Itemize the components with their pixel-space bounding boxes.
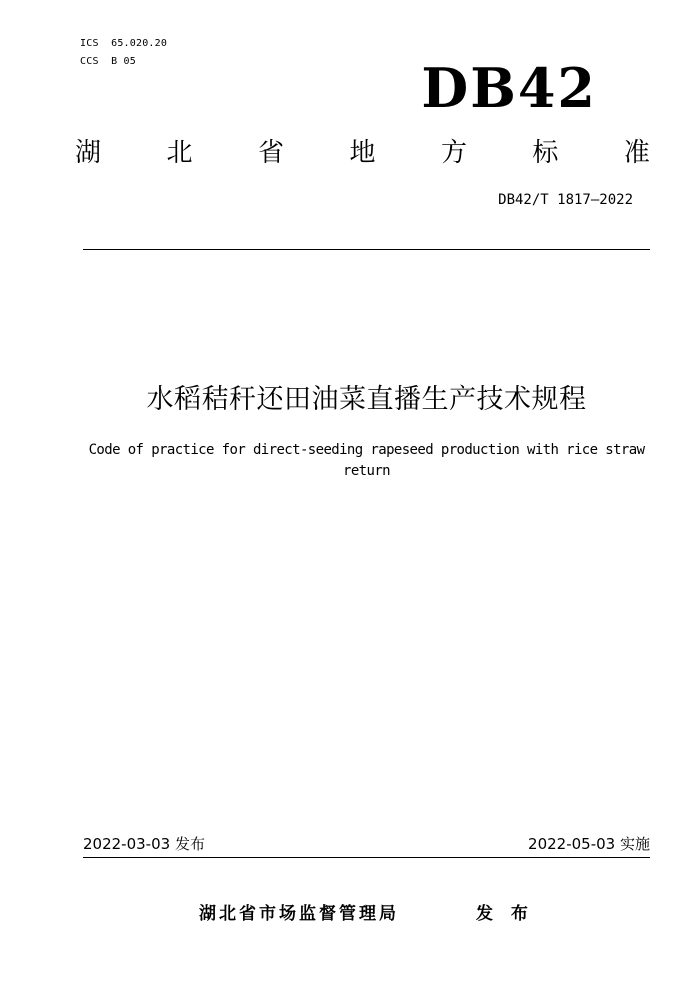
standard-number: DB42/T 1817—2022 [498,192,633,208]
standard-type-char: 省 [257,138,284,168]
document-title-en: Code of practice for direct-seeding rapeseed production with rice straw return [88,442,645,479]
ccs-code: CCS B 05 [80,56,136,67]
standard-type-char: 准 [623,138,650,168]
header-divider [83,249,650,250]
publisher-name: 湖北省市场监督管理局 [199,904,399,924]
standard-type-char: 北 [166,138,193,168]
ics-code: ICS 65.020.20 [80,38,168,49]
standard-type-char: 标 [532,138,559,168]
issue-date: 2022-03-03 发布 [83,835,205,853]
document-title-zh: 水稻秸秆还田油菜直播生产技术规程 [146,384,587,415]
publish-label: 发 布 [476,904,534,924]
footer-divider [83,857,650,858]
standard-type-char: 地 [349,138,376,168]
classification-codes [80,35,167,71]
implementation-date: 2022-05-03 实施 [528,835,650,853]
standard-type-char: 湖 [75,138,102,168]
standard-type-heading [75,133,650,173]
standard-mark: DB42 [421,56,597,120]
standard-type-char: 方 [440,138,467,168]
